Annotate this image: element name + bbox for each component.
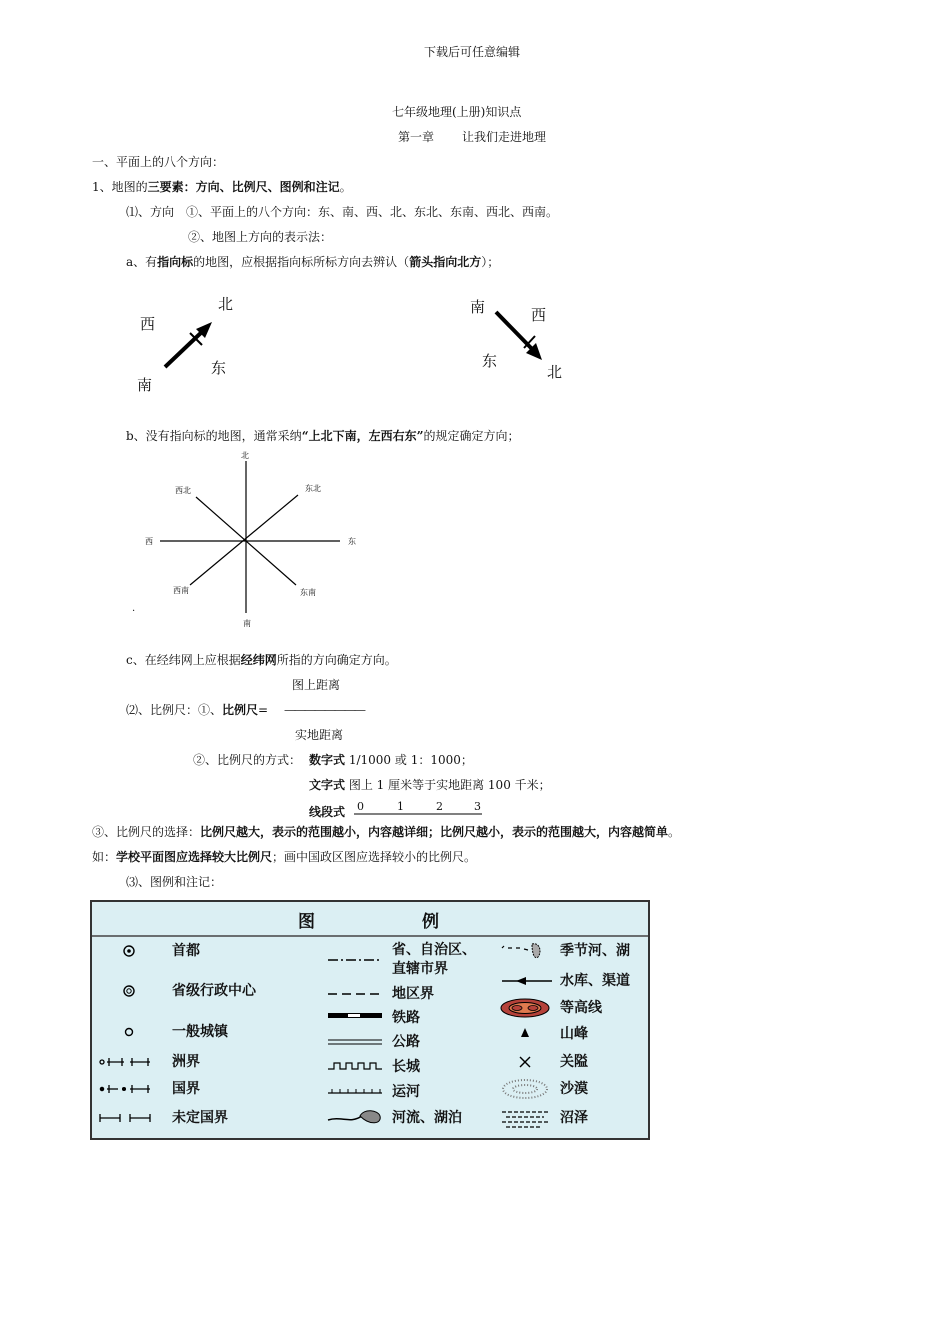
- paragraph-pointer: [126, 254, 499, 270]
- bold-text: 经纬网: [240, 653, 277, 667]
- arrow1-west-label: 西: [140, 315, 156, 333]
- text-scale: [309, 777, 551, 793]
- legend-capital: 首都: [172, 943, 200, 959]
- stray-dot: .: [132, 603, 136, 614]
- bold-text: “上北下南，左西右东”: [301, 429, 424, 443]
- text: ③、比例尺的选择：: [92, 825, 201, 839]
- arrow2-south-label: 南: [470, 298, 486, 316]
- text: a、有: [126, 255, 158, 269]
- compass-northwest: 西北: [175, 486, 191, 495]
- legend-reservoir-channel: 水库、渠道: [560, 973, 630, 989]
- north-arrow-diagram-1: [140, 295, 260, 395]
- arrow1-south-label: 南: [137, 376, 153, 394]
- paragraph-scale-choice: [92, 824, 680, 840]
- paragraph-example: [92, 849, 476, 865]
- legend-symbols: [92, 902, 648, 1138]
- arrow1-north-label: 北: [218, 295, 234, 313]
- arrow2-east-label: 东: [482, 352, 498, 370]
- paragraph-no-pointer: [126, 428, 520, 444]
- page-title: 七年级地理(上册)知识点: [392, 105, 522, 119]
- text: b、没有指向标的地图，通常采纳: [126, 429, 302, 443]
- paragraph-legend: ⑶、图例和注记：: [126, 875, 223, 889]
- compass-east: 东: [348, 537, 356, 546]
- fraction-denominator: 实地距离: [295, 728, 344, 742]
- legend-town: 一般城镇: [172, 1024, 228, 1040]
- text: 所指的方向确定方向。: [276, 653, 397, 667]
- text: c、在经纬网上应根据: [126, 653, 241, 667]
- line-scale-tick-0: 0: [357, 800, 364, 813]
- line-scale-tick-2: 2: [436, 800, 443, 813]
- numeric-scale: [309, 752, 473, 768]
- text: ）；: [481, 255, 500, 269]
- text: =: [258, 703, 269, 717]
- line-scale-tick-1: 1: [397, 800, 404, 813]
- compass-south: 南: [243, 619, 251, 628]
- paragraph-direction: ⑴、方向 ①、平面上的八个方向：东、南、西、北、东北、东南、西北、西南。: [126, 205, 559, 219]
- legend-pass: 关隘: [560, 1054, 588, 1070]
- compass-north: 北: [241, 451, 249, 460]
- bold-text: 比例尺: [222, 703, 259, 717]
- arrow1-east-label: 东: [211, 359, 227, 377]
- legend-railway: 铁路: [392, 1010, 420, 1026]
- line-scale-label: 线段式: [309, 805, 346, 819]
- legend-district-border: 地区界: [392, 986, 434, 1002]
- legend-great-wall: 长城: [392, 1059, 420, 1075]
- legend-highway: 公路: [392, 1034, 420, 1050]
- value: 图上 1 厘米等于实地距离 100 千米；: [348, 778, 551, 792]
- arrow2-north-label: 北: [547, 363, 563, 381]
- legend-river-lake: 河流、湖泊: [392, 1110, 462, 1126]
- legend-undefined-border: 未定国界: [172, 1110, 228, 1126]
- label: 文字式: [309, 778, 346, 792]
- paragraph-direction-method: ②、地图上方向的表示法：: [188, 230, 333, 244]
- legend-swamp: 沼泽: [560, 1110, 588, 1126]
- chapter-name: 让我们走进地理: [462, 130, 547, 144]
- legend-title-left: 图: [298, 912, 315, 932]
- legend-title-right: 例: [422, 912, 439, 932]
- compass-southwest: 西南: [173, 586, 189, 595]
- compass-northeast: 东北: [305, 484, 321, 493]
- text: 。: [339, 180, 352, 194]
- bold-text: 箭头指向北方: [409, 255, 482, 269]
- legend-provincial-center: 省级行政中心: [172, 983, 256, 999]
- paragraph-scale-definition: [126, 702, 268, 718]
- label: 数字式: [309, 753, 346, 767]
- compass-southeast: 东南: [300, 588, 316, 597]
- paragraph-graticule: [126, 652, 397, 668]
- chapter-number: 第一章: [398, 130, 435, 144]
- bold-text: 指向标: [157, 255, 194, 269]
- text: 1、地图的: [92, 180, 148, 194]
- legend-peak: 山峰: [560, 1026, 588, 1042]
- legend-contour: 等高线: [560, 1000, 602, 1016]
- compass-west: 西: [145, 537, 153, 546]
- legend-seasonal-river: 季节河、湖: [560, 943, 630, 959]
- fraction-bar: ————————: [284, 703, 364, 717]
- text: 的地图，应根据指向标所标方向去辨认（: [193, 255, 410, 269]
- legend-national-border: 国界: [172, 1081, 200, 1097]
- legend-province-border: 省、自治区、: [392, 942, 476, 958]
- line-scale-bar: [354, 813, 494, 817]
- bold-text: 比例尺越大，表示的范围越小，内容越详细；比例尺越小，表示的范围越大，内容越简单: [200, 825, 669, 839]
- arrow2-west-label: 西: [531, 306, 547, 324]
- text: 如：: [92, 850, 117, 864]
- map-legend: [90, 900, 650, 1140]
- section-heading: 一、平面上的八个方向：: [92, 155, 225, 169]
- value: 1/1000 或 1：1000；: [348, 753, 473, 767]
- text: 的规定确定方向；: [423, 429, 520, 443]
- bold-text: 学校平面图应选择较大比例尺: [116, 850, 273, 864]
- text: ；画中国政区图应选择较小的比例尺。: [272, 850, 477, 864]
- page-header: 下载后可任意编辑: [424, 45, 521, 59]
- bold-text: 三要素：方向、比例尺、图例和注记: [147, 180, 340, 194]
- paragraph-three-elements: [92, 179, 352, 195]
- legend-desert: 沙漠: [560, 1081, 588, 1097]
- legend-canal: 运河: [392, 1084, 420, 1100]
- line-scale-tick-3: 3: [474, 800, 481, 813]
- legend-continent-border: 洲界: [172, 1054, 200, 1070]
- fraction-numerator: 图上距离: [292, 678, 341, 692]
- text: ⑵、比例尺：①、: [126, 703, 223, 717]
- legend-municipality-border: 直辖市界: [392, 961, 448, 977]
- paragraph-scale-forms: ②、比例尺的方式：: [193, 753, 302, 767]
- text: 。: [668, 825, 681, 839]
